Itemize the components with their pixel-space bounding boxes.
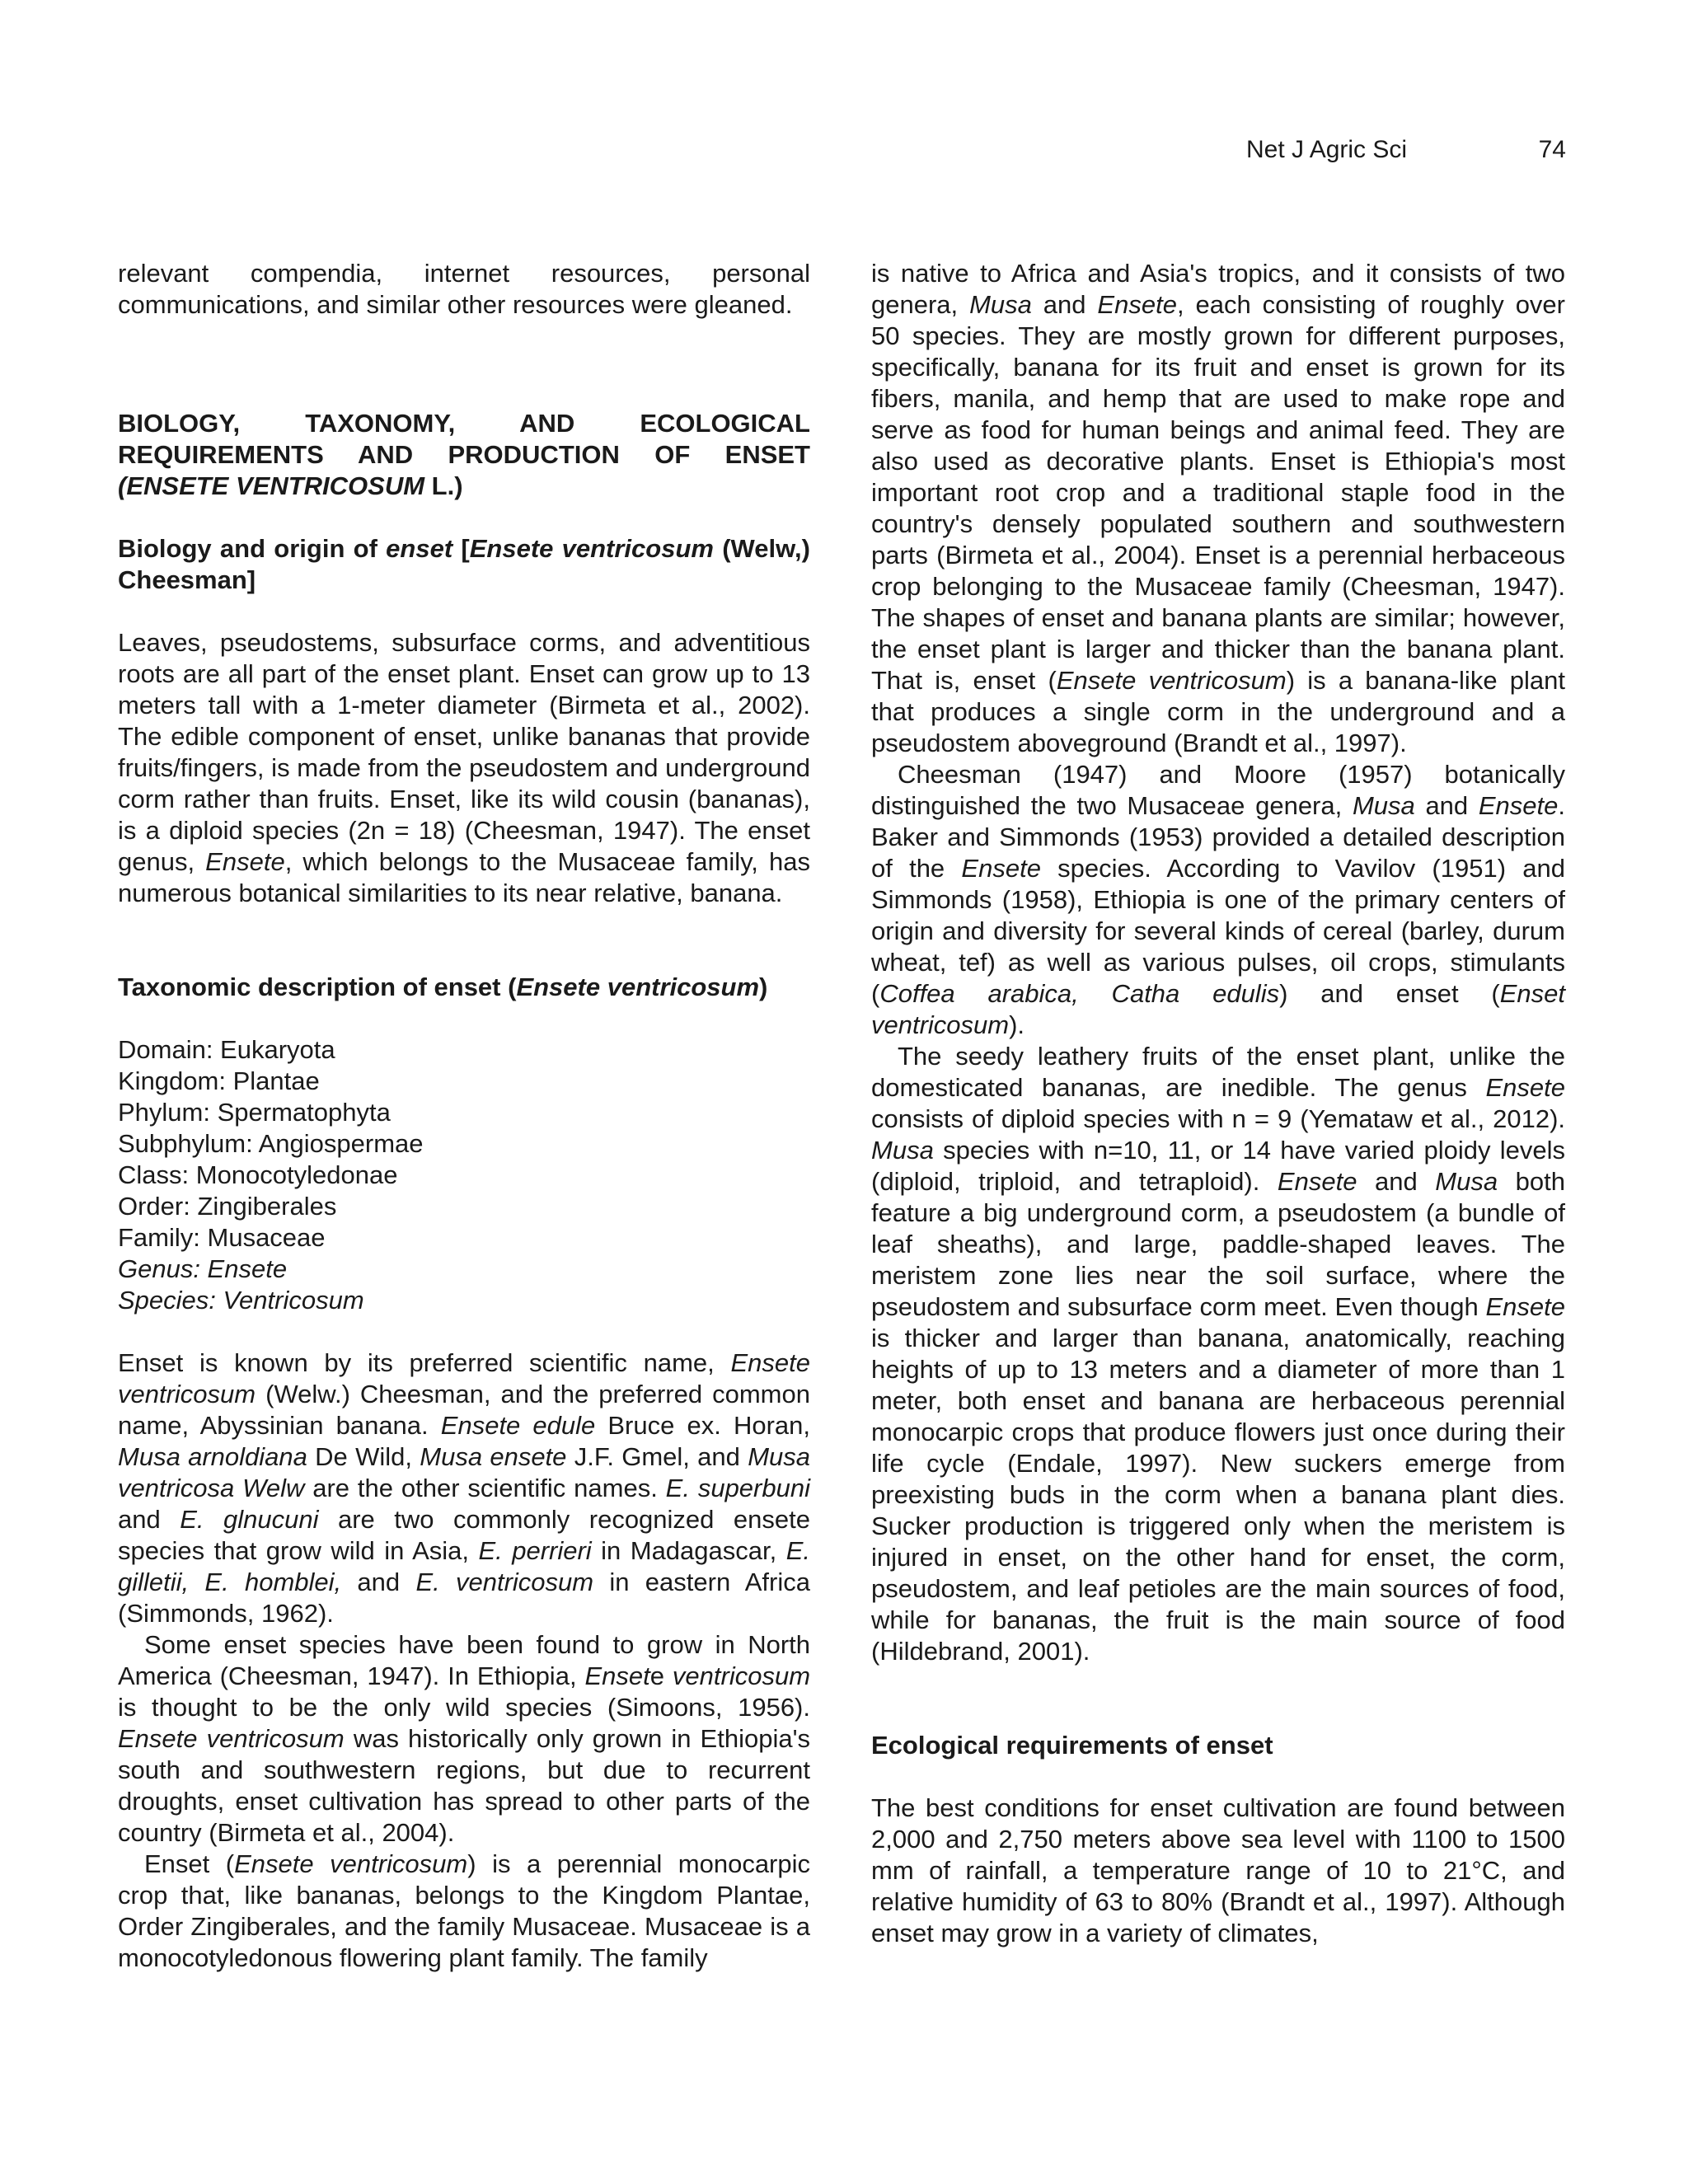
ecological-paragraph: The best conditions for enset cultivation are found between 2,000 and 2,750 meters above sea level with 1100 to 1500 mm of rainfall, a temperature range of 10 to 21°C, and relative humidity of 63 to 80% (Brandt et al., 1997). Although enset may grow in a variety of climates, — [871, 1793, 1565, 1947]
page-number: 74 — [1538, 136, 1566, 163]
subheading-taxonomic-description: Taxonomic description of enset (Ensete ventricosum) — [118, 972, 768, 1001]
running-head — [1236, 134, 1566, 166]
taxonomy-domain: Domain: Eukaryota — [118, 1035, 335, 1064]
distribution-paragraph: Some enset species have been found to grow in North America (Cheesman, 1947). In Ethiopia, Ensete ventricosum is thought to be the only wild species (Simoons, 1956). Ensete ventricosum was historically only grown in Ethiopia's south and southwestern regions, but due to recurrent droughts, enset cultivation has spread to other parts of the country (Birmeta et al., 2004). — [118, 1630, 811, 1847]
subheading-ecological-requirements: Ecological requirements of enset — [871, 1731, 1273, 1760]
right-column — [871, 258, 1565, 1949]
journal-title: Net J Agric Sci — [1246, 136, 1408, 163]
taxonomy-family: Family: Musaceae — [118, 1223, 326, 1252]
taxonomy-order: Order: Zingiberales — [118, 1192, 337, 1221]
taxonomy-subphylum: Subphylum: Angiospermae — [118, 1129, 424, 1158]
taxonomy-kingdom: Kingdom: Plantae — [118, 1066, 320, 1095]
left-column — [118, 258, 810, 1974]
taxonomy-class: Class: Monocotyledonae — [118, 1160, 398, 1189]
intro-continuation-paragraph: relevant compendia, internet resources, personal communications, and similar other resources were gleaned. — [118, 259, 810, 319]
taxonomy-species: Species: Ventricosum — [118, 1286, 364, 1315]
scientific-names-paragraph: Enset is known by its preferred scientific name, Ensete ventricosum (Welw.) Cheesman, and the preferred common name, Abyssinian banana. Ensete edule Bruce ex. Horan, Musa arnoldiana De Wild, Musa ensete J.F. Gmel, and Musa ventricosa Welw are the other scientific names. E. superbuni and E. glnucuni are two commonly recognized ensete species that grow wild in Asia, E. perrieri in Madagascar, E. gilletii, E. homblei, and E. ventricosum in eastern Africa (Simmonds, 1962). — [118, 1348, 810, 1628]
taxonomy-list — [118, 1034, 810, 1316]
section-heading-biology-taxonomy: BIOLOGY, TAXONOMY, AND ECOLOGICAL REQUIREMENTS AND PRODUCTION OF ENSET (ENSETE VENTRICOSUM L.) — [118, 409, 810, 500]
fruits-paragraph: The seedy leathery fruits of the enset plant, unlike the domesticated bananas, are inedible. The genus Ensete consists of diploid species with n = 9 (Yemataw et al., 2012). Musa species with n=10, 11, or 14 have varied ploidy levels (diploid, triploid, and tetraploid). Ensete and Musa both feature a big underground corm, a pseudostem (a bundle of leaf sheaths), and large, paddle-shaped leaves. The meristem zone lies near the soil surface, where the pseudostem and subsurface corm meet. Even though Ensete is thicker and larger than banana, anatomically, reaching heights of up to 13 meters and a diameter of more than 1 meter, both enset and banana are herbaceous perennial monocarpic crops that produce flowers just once during their life cycle (Endale, 1997). New suckers emerge from preexisting buds in the corm when a banana plant dies. Sucker production is triggered only when the meristem is injured in enset, on the other hand for enset, the corm, pseudostem, and leaf petioles are the main sources of food, while for bananas, the fruit is the main source of food (Hildebrand, 2001). — [871, 1042, 1565, 1666]
subheading-biology-origin: Biology and origin of enset [Ensete ventricosum (Welw,) Cheesman] — [118, 534, 810, 594]
biology-paragraph: Leaves, pseudostems, subsurface corms, and adventitious roots are all part of the enset plant. Enset can grow up to 13 meters tall with a 1-meter diameter (Birmeta et al., 2002). The edible component of enset, unlike bananas that provide fruits/fingers, is made from the pseudostem and underground corm rather than fruits. Enset, like its wild cousin (bananas), is a diploid species (2n = 18) (Cheesman, 1947). The enset genus, Ensete, which belongs to the Musaceae family, has numerous botanical similarities to its near relative, banana. — [118, 628, 810, 907]
musaceae-paragraph: is native to Africa and Asia's tropics, and it consists of two genera, Musa and Ensete, each consisting of roughly over 50 species. They are mostly grown for different purposes, specifically, banana for its fruit and enset is grown for its fibers, manila, and hemp that are used to make rope and serve as food for human beings and animal feed. They are also used as decorative plants. Enset is Ethiopia's most important root crop and a traditional staple food in the country's densely populated southern and southwestern parts (Birmeta et al., 2004). Enset is a perennial herbaceous crop belonging to the Musaceae family (Cheesman, 1947). The shapes of enset and banana plants are similar; however, the enset plant is larger and thicker than the banana plant. That is, enset (Ensete ventricosum) is a banana-like plant that produces a single corm in the underground and a pseudostem aboveground (Brandt et al., 1997). — [871, 259, 1566, 757]
taxonomy-phylum: Phylum: Spermatophyta — [118, 1098, 391, 1127]
family-paragraph: Enset (Ensete ventricosum) is a perennial monocarpic crop that, like bananas, belongs to the Kingdom Plantae, Order Zingiberales, and the family Musaceae. Musaceae is a monocotyledonous flowering plant family. The family — [118, 1849, 811, 1972]
botanical-distinction-paragraph: Cheesman (1947) and Moore (1957) botanically distinguished the two Musaceae genera, Musa and Ensete. Baker and Simmonds (1953) provided a detailed description of the Ensete species. According to Vavilov (1951) and Simmonds (1958), Ethiopia is one of the primary centers of origin and diversity for several kinds of cereal (barley, durum wheat, tef) as well as various pulses, oil crops, stimulants (Coffea arabica, Catha edulis) and enset (Enset ventricosum). — [871, 760, 1565, 1039]
taxonomy-genus: Genus: Ensete — [118, 1254, 288, 1283]
